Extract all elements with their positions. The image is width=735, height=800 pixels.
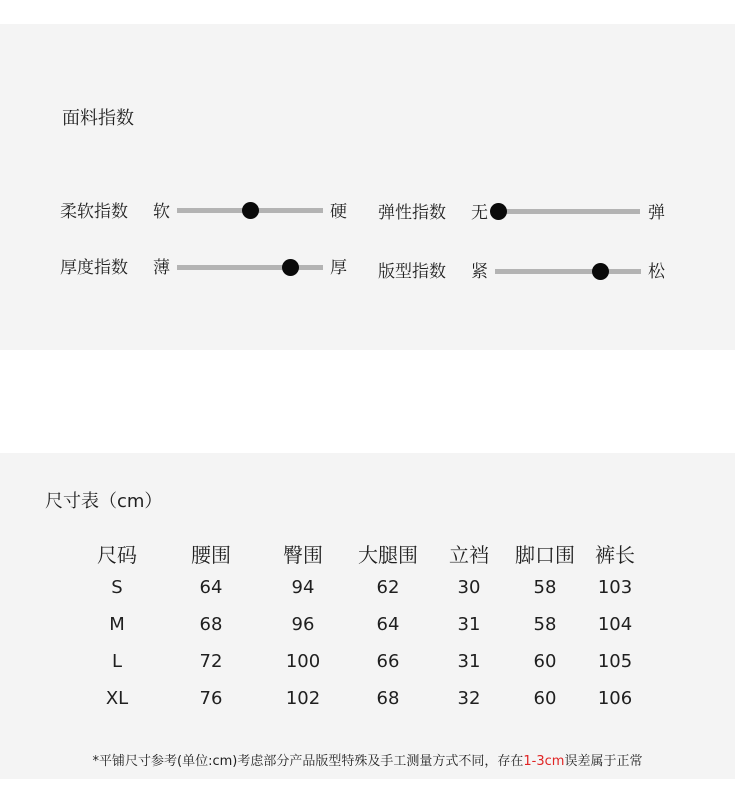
fit-left-end: 紧 bbox=[471, 262, 488, 282]
cell-length: 105 bbox=[597, 651, 633, 672]
elasticity-left-end: 无 bbox=[471, 203, 488, 223]
cell-size: XL bbox=[105, 688, 129, 709]
cell-rise: 30 bbox=[457, 577, 481, 598]
header-leg-opening: 脚口围 bbox=[515, 543, 575, 567]
header-hip: 臀围 bbox=[283, 543, 323, 567]
thickness-right-end: 厚 bbox=[330, 258, 347, 278]
elasticity-slider-knob bbox=[490, 203, 507, 220]
cell-thigh: 64 bbox=[376, 614, 400, 635]
cell-hip: 102 bbox=[285, 688, 321, 709]
cell-leg-opening: 60 bbox=[533, 688, 557, 709]
cell-size: L bbox=[111, 651, 123, 672]
cell-hip: 100 bbox=[285, 651, 321, 672]
measurement-note bbox=[0, 750, 735, 769]
cell-leg-opening: 58 bbox=[533, 614, 557, 635]
header-rise: 立裆 bbox=[449, 543, 489, 567]
cell-rise: 31 bbox=[457, 614, 481, 635]
cell-length: 106 bbox=[597, 688, 633, 709]
elasticity-index-label: 弹性指数 bbox=[378, 203, 446, 223]
header-thigh: 大腿围 bbox=[358, 543, 418, 567]
cell-thigh: 62 bbox=[376, 577, 400, 598]
size-chart-title: 尺寸表（cm） bbox=[45, 491, 163, 512]
fit-right-end: 松 bbox=[648, 262, 665, 282]
cell-leg-opening: 60 bbox=[533, 651, 557, 672]
fabric-index-panel bbox=[0, 24, 735, 350]
note-text-before: *平铺尺寸参考(单位:cm)考虑部分产品版型特殊及手工测量方式不同，存在 bbox=[92, 754, 524, 769]
cell-thigh: 66 bbox=[376, 651, 400, 672]
elasticity-right-end: 弹 bbox=[648, 203, 665, 223]
header-waist: 腰围 bbox=[191, 543, 231, 567]
cell-rise: 32 bbox=[457, 688, 481, 709]
fabric-index-title: 面料指数 bbox=[62, 108, 134, 129]
softness-left-end: 软 bbox=[153, 202, 170, 222]
cell-size: M bbox=[109, 614, 125, 635]
softness-right-end: 硬 bbox=[330, 202, 347, 222]
cell-waist: 76 bbox=[199, 688, 223, 709]
fit-slider-track bbox=[495, 269, 641, 274]
cell-size: S bbox=[111, 577, 123, 598]
cell-rise: 31 bbox=[457, 651, 481, 672]
cell-length: 103 bbox=[597, 577, 633, 598]
cell-waist: 68 bbox=[199, 614, 223, 635]
note-tolerance-highlight: 1-3cm bbox=[523, 754, 565, 769]
elasticity-slider-track bbox=[498, 209, 640, 214]
cell-leg-opening: 58 bbox=[533, 577, 557, 598]
softness-slider-knob bbox=[242, 202, 259, 219]
cell-hip: 94 bbox=[291, 577, 315, 598]
fit-slider-knob bbox=[592, 263, 609, 280]
note-text-after: 误差属于正常 bbox=[564, 754, 643, 769]
cell-thigh: 68 bbox=[376, 688, 400, 709]
softness-index-label: 柔软指数 bbox=[60, 202, 128, 222]
cell-waist: 64 bbox=[199, 577, 223, 598]
fit-index-label: 版型指数 bbox=[378, 262, 446, 282]
cell-hip: 96 bbox=[291, 614, 315, 635]
thickness-slider-track bbox=[177, 265, 323, 270]
header-length: 裤长 bbox=[595, 543, 635, 567]
cell-length: 104 bbox=[597, 614, 633, 635]
thickness-index-label: 厚度指数 bbox=[60, 258, 128, 278]
thickness-left-end: 薄 bbox=[153, 258, 170, 278]
cell-waist: 72 bbox=[199, 651, 223, 672]
header-size: 尺码 bbox=[97, 543, 137, 567]
